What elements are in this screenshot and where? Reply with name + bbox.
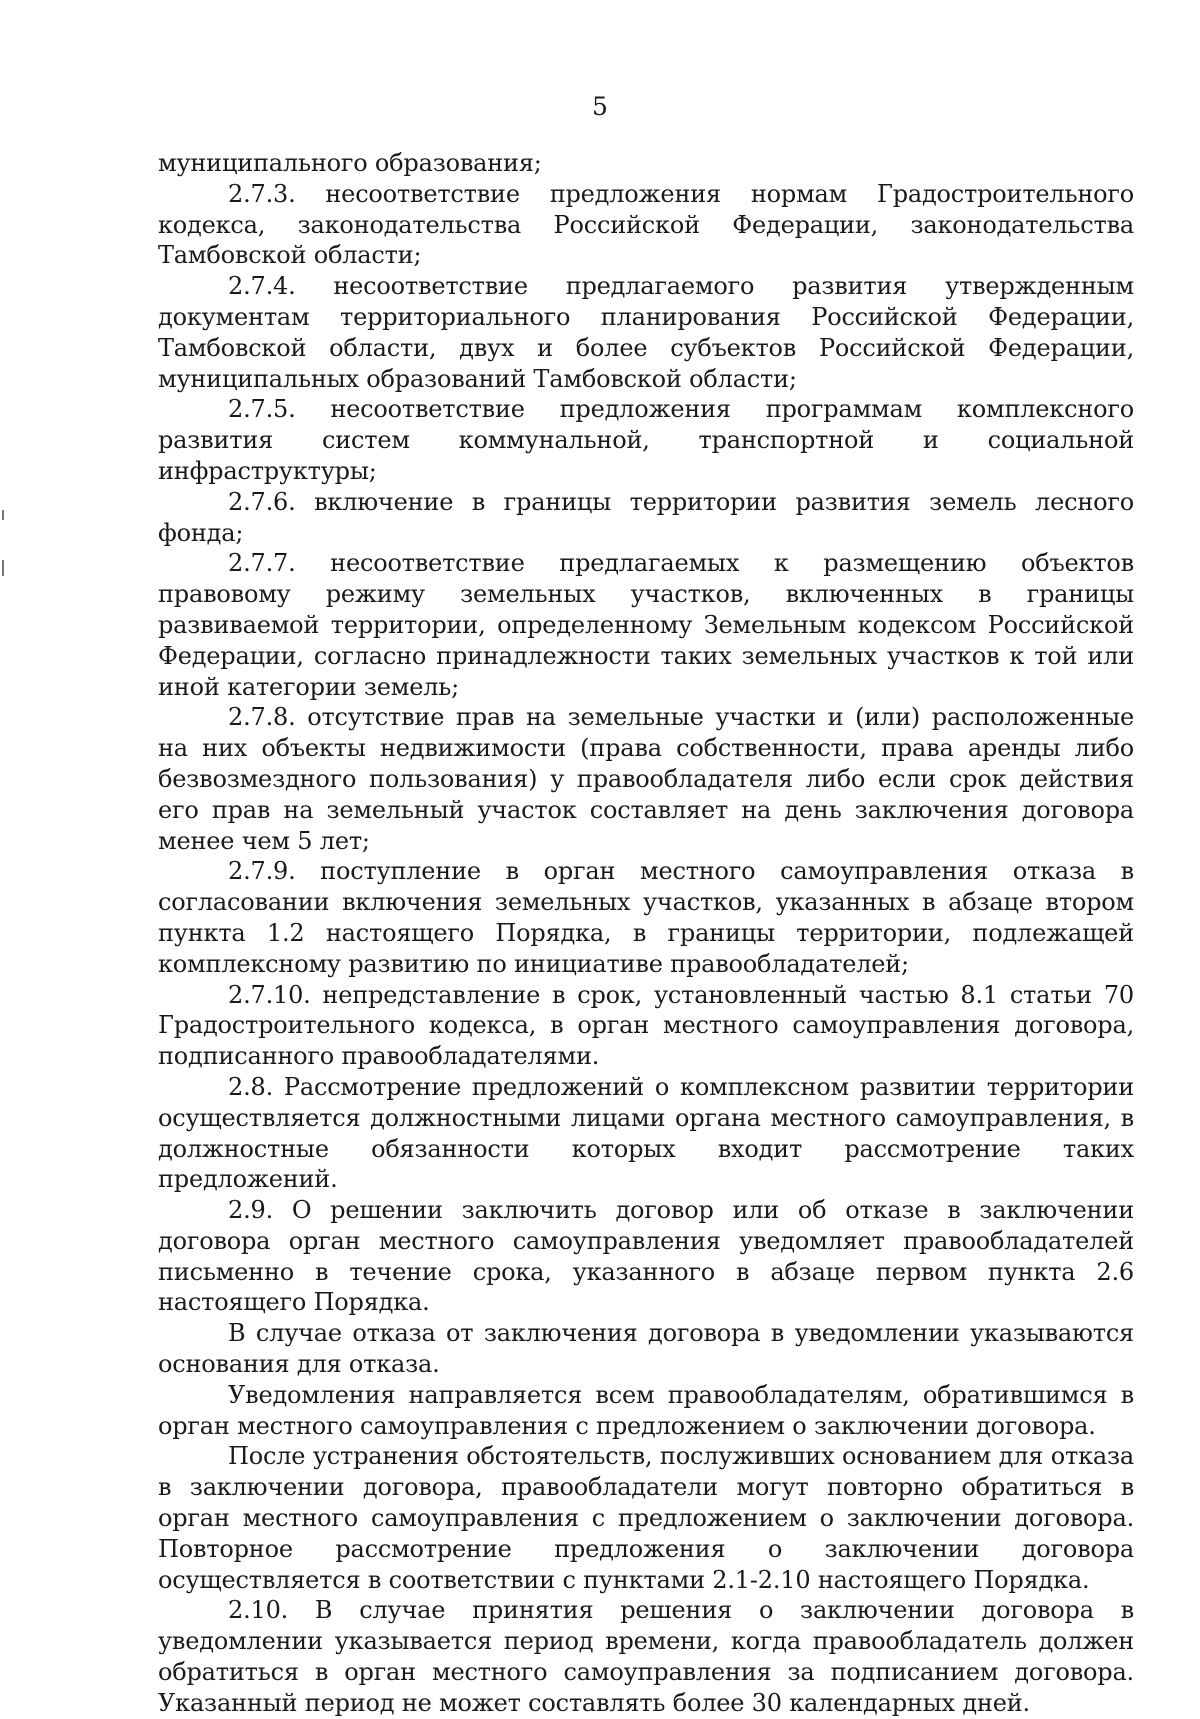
scan-mark bbox=[2, 560, 4, 576]
paragraph-notifications: Уведомления направляется всем правообладателям, обратившимся в орган местного самоуправления с предложением о заключении договора. bbox=[158, 1380, 1134, 1440]
paragraph-repeat-application: После устранения обстоятельств, послуживших основанием для отказа в заключении договора, правообладатели могут повторно обратиться в орган местного самоуправления с предложением о заключении договора. Повторное рассмотрение предложения о заключении договора осуществляется в соответствии с пунктами 2.1-2.10 настоящего Порядка. bbox=[158, 1442, 1134, 1594]
paragraph-2-9: 2.9. О решении заключить договор или об отказе в заключении договора орган местного самоуправления уведомляет правообладателей письменно в течение срока, указанного в абзаце первом пункта 2.6 настоящего Порядка. bbox=[158, 1196, 1134, 1317]
paragraph-2-7-7: 2.7.7. несоответствие предлагаемых к размещению объектов правовому режиму земельных участков, включенных в границы развиваемой территории, определенному Земельным кодексом Российской Федерации, согласно принадлежности таких земельных участков к той или иной категории земель; bbox=[158, 549, 1134, 701]
paragraph-2-7-10: 2.7.10. непредставление в срок, установленный частью 8.1 статьи 70 Градостроительного кодекса, в орган местного самоуправления договора, подписанного правообладателями. bbox=[158, 980, 1134, 1071]
paragraph-2-7-6: 2.7.6. включение в границы территории развития земель лесного фонда; bbox=[158, 487, 1134, 547]
document-body bbox=[158, 148, 1134, 1719]
paragraph-2-7-5: 2.7.5. несоответствие предложения программам комплексного развития систем коммунальной, транспортной и социальной инфраструктуры; bbox=[158, 395, 1134, 485]
scan-mark bbox=[2, 510, 4, 520]
paragraph-2-10: 2.10. В случае принятия решения о заключении договора в уведомлении указывается период времени, когда правообладатель должен обратиться в орган местного самоуправления за подписанием договора. Указанный период не может составлять более 30 календарных дней. bbox=[158, 1596, 1134, 1717]
paragraph-2-7-9: 2.7.9. поступление в орган местного самоуправления отказа в согласовании включения земельных участков, указанных в абзаце втором пункта 1.2 настоящего Порядка, в границы территории, подлежащей комплексному развитию по инициативе правообладателей; bbox=[158, 857, 1134, 978]
paragraph-2-7-4: 2.7.4. несоответствие предлагаемого развития утвержденным документам территориального планирования Российской Федерации, Тамбовской области, двух и более субъектов Российской Федерации, муниципальных образований Тамбовской области; bbox=[158, 272, 1134, 393]
page-number: 5 bbox=[592, 92, 608, 121]
paragraph-2-7-3: 2.7.3. несоответствие предложения нормам Градостроительного кодекса, законодательства Российской Федерации, законодательства Тамбовской области; bbox=[158, 179, 1134, 270]
paragraph-2-7-8: 2.7.8. отсутствие прав на земельные участки и (или) расположенные на них объекты недвижимости (права собственности, права аренды либо безвозмездного пользования) у правообладателя либо если срок действия его прав на земельный участок составляет на день заключения договора менее чем 5 лет; bbox=[158, 703, 1134, 855]
paragraph-2-8: 2.8. Рассмотрение предложений о комплексном развитии территории осуществляется должностными лицами органа местного самоуправления, в должностные обязанности которых входит рассмотрение таких предложений. bbox=[158, 1072, 1134, 1194]
paragraph-refusal-grounds: В случае отказа от заключения договора в уведомлении указываются основания для отказа. bbox=[158, 1319, 1134, 1379]
paragraph-continuation: муниципального образования; bbox=[158, 149, 542, 177]
